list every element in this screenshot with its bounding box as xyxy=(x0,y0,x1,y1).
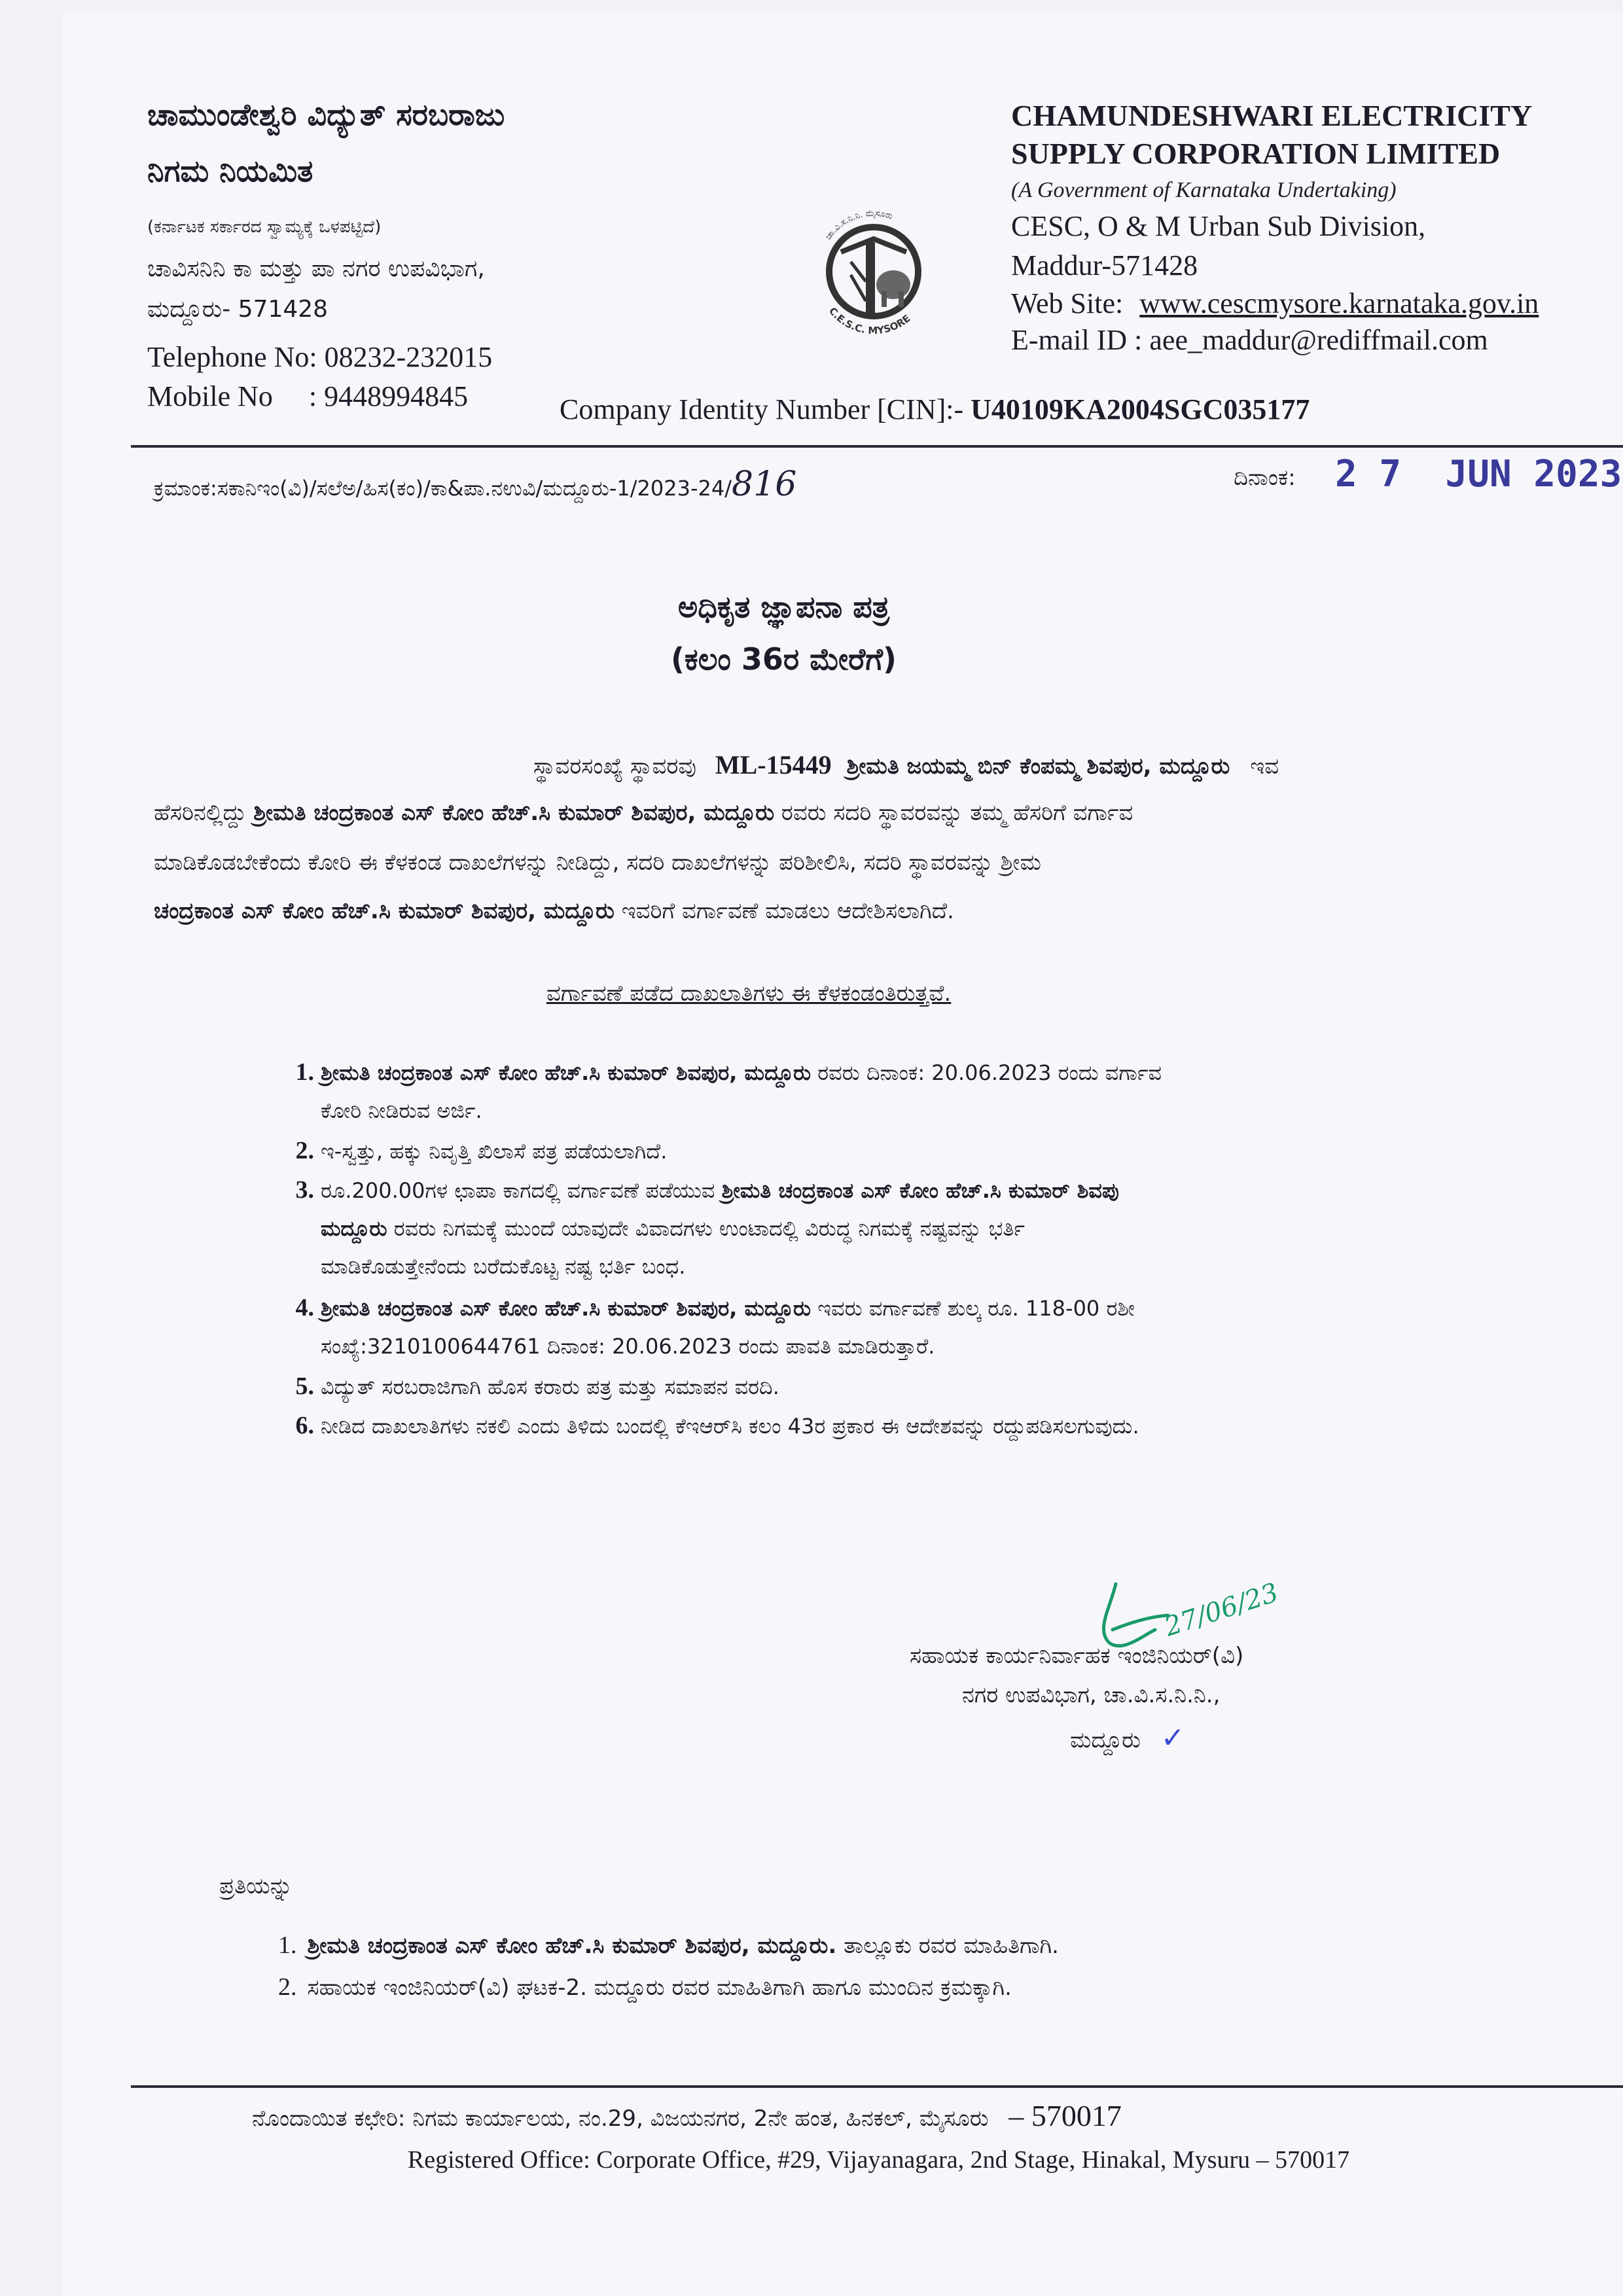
footer-pin: – 570017 xyxy=(1008,2099,1122,2132)
list-item-number: 6. xyxy=(295,1412,314,1439)
office-en: CESC, O & M Urban Sub Division, xyxy=(1011,210,1426,242)
signatory-office: ನಗರ ಉಪವಿಭಾಗ, ಚಾ.ವಿ.ಸ.ನಿ.ನಿ., xyxy=(962,1682,1221,1708)
list-item-line: ಮದ್ದೂರು ರವರು ನಿಗಮಕ್ಕೆ ಮುಂದೆ ಯಾವುದೇ ವಿವಾದಗಳು ಉಂಟಾದಲ್ಲಿ ವಿರುದ್ಧ ನಿಗಮಕ್ಕೆ ನಷ್ಟವನ್ನು ಭರ್ತಿ xyxy=(321,1216,1025,1241)
footer-kn xyxy=(252,2098,1122,2133)
copy-recipient: 2. ಸಹಾಯಕ ಇಂಜಿನಿಯರ್(ವಿ) ಘಟಕ-2. ಮದ್ದೂರು ರವರ ಮಾಹಿತಿಗಾಗಿ ಹಾಗೂ ಮುಂದಿನ ಕ್ರಮಕ್ಕಾಗಿ. xyxy=(278,1973,1012,2001)
website-label: Web Site: xyxy=(1011,287,1124,319)
applicant-name: ಚಂದ್ರಕಾಂತ ಎಸ್ ಕೋಂ ಹೆಚ್.ಸಿ ಕುಮಾರ್ ಶಿವಪುರ, ಮದ್ದೂರು xyxy=(154,898,615,924)
office-kn: ಚಾವಿಸನಿನಿ ಕಾ ಮತ್ತು ಪಾ ನಗರ ಉಪವಿಭಾಗ, xyxy=(147,255,485,282)
cin-label: Company Identity Number [CIN]:- xyxy=(560,393,964,425)
body-line-3: ಮಾಡಿಕೊಡಬೇಕೆಂದು ಕೋರಿ ಈ ಕೆಳಕಂಡ ದಾಖಲೆಗಳನ್ನು ನೀಡಿದ್ದು, ಸದರಿ ದಾಖಲೆಗಳನ್ನು ಪರಿಶೀಲಿಸಿ, ಸದರಿ ಸ್ಥಾವರವನ್ನು ಶ್ರೀಮ xyxy=(154,850,1041,876)
applicant-name: ಶ್ರೀಮತಿ ಚಂದ್ರಕಾಂತ ಎಸ್ ಕೋಂ ಹೆಚ್.ಸಿ ಕುಮಾರ್ ಶಿವಪುರ, ಮದ್ದೂರು xyxy=(253,800,775,826)
text: ರವರು ಸದರಿ ಸ್ಥಾವರವನ್ನು ತಮ್ಮ ಹೆಸರಿಗೆ ವರ್ಗಾವ xyxy=(781,800,1133,826)
text: ಮದ್ದೂರು xyxy=(1070,1727,1141,1753)
telephone: Telephone No: 08232-232015 xyxy=(147,341,493,373)
list-item-line: ಶ್ರೀಮತಿ ಚಂದ್ರಕಾಂತ ಎಸ್ ಕೋಂ ಹೆಚ್.ಸಿ ಕುಮಾರ್ ಶಿವಪುರ, ಮದ್ದೂರು ರವರು ದಿನಾಂಕ: 20.06.2023 ರಂದು ವರ್ಗಾವ xyxy=(321,1060,1162,1085)
org-name-kn-line2: ನಿಗಮ ನಿಯಮಿತ xyxy=(147,153,313,188)
office-pin-kn: ಮದ್ದೂರು- 571428 xyxy=(147,296,329,323)
svg-text:C.E.S.C. MYSORE: C.E.S.C. MYSORE xyxy=(827,305,913,337)
website-row xyxy=(1011,287,1539,320)
website-link[interactable]: www.cescmysore.karnataka.gov.in xyxy=(1139,287,1539,319)
list-item-number: 4. xyxy=(295,1294,314,1321)
text: ನೊಂದಾಯಿತ ಕಛೇರಿ: ನಿಗಮ ಕಾರ್ಯಾಲಯ, ನಂ.29, ವಿಜಯನಗರ, 2ನೇ ಹಂತ, ಹಿನಕಲ್, ಮೈಸೂರು xyxy=(252,2106,989,2132)
body-line-1 xyxy=(533,749,1279,780)
office-pin-en: Maddur-571428 xyxy=(1011,249,1198,281)
copies-heading: ಪ್ರತಿಯನ್ನು xyxy=(219,1873,293,1899)
reference-printed: ಕ್ರಮಾಂಕ:ಸಕಾನಿಇಂ(ವಿ)/ಸಲೆಅ/ಹಿಸ(ಕಂ)/ಕಾ&ಪಾ.ನಉವಿ/ಮದ್ದೂರು-1/2023-24/ xyxy=(154,476,732,501)
text: ಹೆಸರಿನಲ್ಲಿದ್ದು xyxy=(154,800,247,826)
document-subtitle: (ಕಲಂ 36ರ ಮೇರೆಗೆ) xyxy=(670,641,897,677)
text: ಸ್ಥಾವರಸಂಖ್ಯೆ ಸ್ಥಾವರವು xyxy=(533,753,697,780)
previous-owner: ಶ್ರೀಮತಿ ಜಯಮ್ಮ ಬಿನ್ ಕೆಂಪಮ್ಮ ಶಿವಪುರ, ಮದ್ದೂರು xyxy=(846,753,1230,780)
list-item-number: 5. xyxy=(295,1372,314,1400)
list-item-number: 1. xyxy=(295,1058,314,1086)
initial-mark-icon: ✓ xyxy=(1160,1721,1185,1755)
date-label: ದಿನಾಂಕ: xyxy=(1234,465,1296,491)
documents-heading: ವರ್ಗಾವಣೆ ಪಡೆದ ದಾಖಲಾತಿಗಳು ಈ ಕೆಳಕಂಡಂತಿರುತ್ತವೆ. xyxy=(546,980,952,1007)
cin-row xyxy=(560,393,1310,426)
list-item-line: ರೂ.200.00ಗಳ ಛಾಪಾ ಕಾಗದಲ್ಲಿ ವರ್ಗಾವಣೆ ಪಡೆಯುವ ಶ್ರೀಮತಿ ಚಂದ್ರಕಾಂತ ಎಸ್ ಕೋಂ ಹೆಚ್.ಸಿ ಕುಮಾರ್ ಶಿವಪು xyxy=(321,1178,1119,1203)
reference-number xyxy=(154,465,796,504)
cin-number: U40109KA2004SGC035177 xyxy=(971,393,1310,425)
list-item-line: ನೀಡಿದ ದಾಖಲಾತಿಗಳು ನಕಲಿ ಎಂದು ತಿಳಿದು ಬಂದಲ್ಲಿ ಕೆಇಆರ್‌ಸಿ ಕಲಂ 43ರ ಪ್ರಕಾರ ಈ ಆದೇಶವನ್ನು ರದ್ದುಪಡಿಸಲಗುವುದು. xyxy=(321,1414,1139,1439)
body-line-4 xyxy=(154,898,954,924)
text: ಇವರಿಗೆ ವರ್ಗಾವಣೆ ಮಾಡಲು ಆದೇಶಿಸಲಾಗಿದೆ. xyxy=(621,898,954,924)
list-item-line: ಕೋರಿ ನೀಡಿರುವ ಅರ್ಜಿ. xyxy=(321,1098,482,1123)
copy-recipient: 1. ಶ್ರೀಮತಿ ಚಂದ್ರಕಾಂತ ಎಸ್ ಕೋಂ ಹೆಚ್.ಸಿ ಕುಮಾರ್ ಶಿವಪುರ, ಮದ್ದೂರು. ತಾಲ್ಲೂಕು ರವರ ಮಾಹಿತಿಗಾಗಿ. xyxy=(278,1931,1059,1959)
list-item-number: 3. xyxy=(295,1176,314,1204)
list-item-line: ಸಂಖ್ಯೆ:3210100644761 ದಿನಾಂಕ: 20.06.2023 ರಂದು ಪಾವತಿ ಮಾಡಿರುತ್ತಾರೆ. xyxy=(321,1334,935,1359)
header-divider xyxy=(131,445,1623,448)
document-title: ಅಧಿಕೃತ ಜ್ಞಾಪನಾ ಪತ್ರ xyxy=(677,589,890,624)
cesc-logo xyxy=(795,190,952,347)
footer-divider xyxy=(131,2085,1623,2088)
org-status-en: (A Government of Karnataka Undertaking) xyxy=(1011,178,1397,202)
reference-handwritten: 816 xyxy=(732,465,797,504)
list-item-line: ಶ್ರೀಮತಿ ಚಂದ್ರಕಾಂತ ಎಸ್ ಕೋಂ ಹೆಚ್.ಸಿ ಕುಮಾರ್ ಶಿವಪುರ, ಮದ್ದೂರು ಇವರು ವರ್ಗಾವಣೆ ಶುಲ್ಕ ರೂ. 118-00 ರಶೀ xyxy=(321,1296,1135,1321)
cesc-logo-svg xyxy=(795,190,952,347)
body-line-2 xyxy=(154,800,1133,826)
date-stamp: 2 7 JUN 2023 xyxy=(1335,453,1622,495)
signature-date: 27/06/23 xyxy=(1160,1577,1282,1643)
text: ಇವ xyxy=(1250,753,1279,780)
email: E-mail ID : aee_maddur@rediffmail.com xyxy=(1011,324,1488,356)
org-name-en-line2: SUPPLY CORPORATION LIMITED xyxy=(1011,137,1501,170)
mobile: Mobile No : 9448994845 xyxy=(147,380,469,412)
installation-number: ML-15449 xyxy=(715,750,832,780)
list-item-line: ಮಾಡಿಕೊಡುತ್ತೇನೆಂದು ಬರೆದುಕೊಟ್ಟ ನಷ್ಟ ಭರ್ತಿ ಬಂಧ. xyxy=(321,1254,686,1279)
org-name-en-line1: CHAMUNDESHWARI ELECTRICITY xyxy=(1011,99,1533,132)
list-item-line: ಇ-ಸ್ವತ್ತು, ಹಕ್ಕು ನಿವೃತ್ತಿ ಖಿಲಾಸೆ ಪತ್ರ ಪಡೆಯಲಾಗಿದೆ. xyxy=(321,1139,668,1164)
org-status-kn: (ಕರ್ನಾಟಕ ಸರ್ಕಾರದ ಸ್ವಾಮ್ಯಕ್ಕೆ ಒಳಪಟ್ಟಿದೆ) xyxy=(147,217,382,237)
list-item-number: 2. xyxy=(295,1137,314,1164)
svg-text:ಚಾ.ವಿ.ಸ.ನಿ.ನಿ. ಮೈಸೂರು: ಚಾ.ವಿ.ಸ.ನಿ.ನಿ. ಮೈಸೂರು xyxy=(823,208,894,242)
signatory-place xyxy=(1070,1721,1185,1755)
list-item-line: ವಿದ್ಯುತ್ ಸರಬರಾಜಿಗಾಗಿ ಹೊಸ ಕರಾರು ಪತ್ರ ಮತ್ತು ಸಮಾಪನ ವರದಿ. xyxy=(321,1374,779,1399)
signatory-designation: ಸಹಾಯಕ ಕಾರ್ಯನಿರ್ವಾಹಕ ಇಂಜಿನಿಯರ್(ವಿ) xyxy=(910,1643,1244,1669)
footer-en: Registered Office: Corporate Office, #29, Vijayanagara, 2nd Stage, Hinakal, Mysuru – 570017 xyxy=(407,2146,1350,2174)
document-page xyxy=(62,13,1623,2296)
org-name-kn-line1: ಚಾಮುಂಡೇಶ್ವರಿ ವಿದ್ಯುತ್ ಸರಬರಾಜು xyxy=(147,97,505,132)
